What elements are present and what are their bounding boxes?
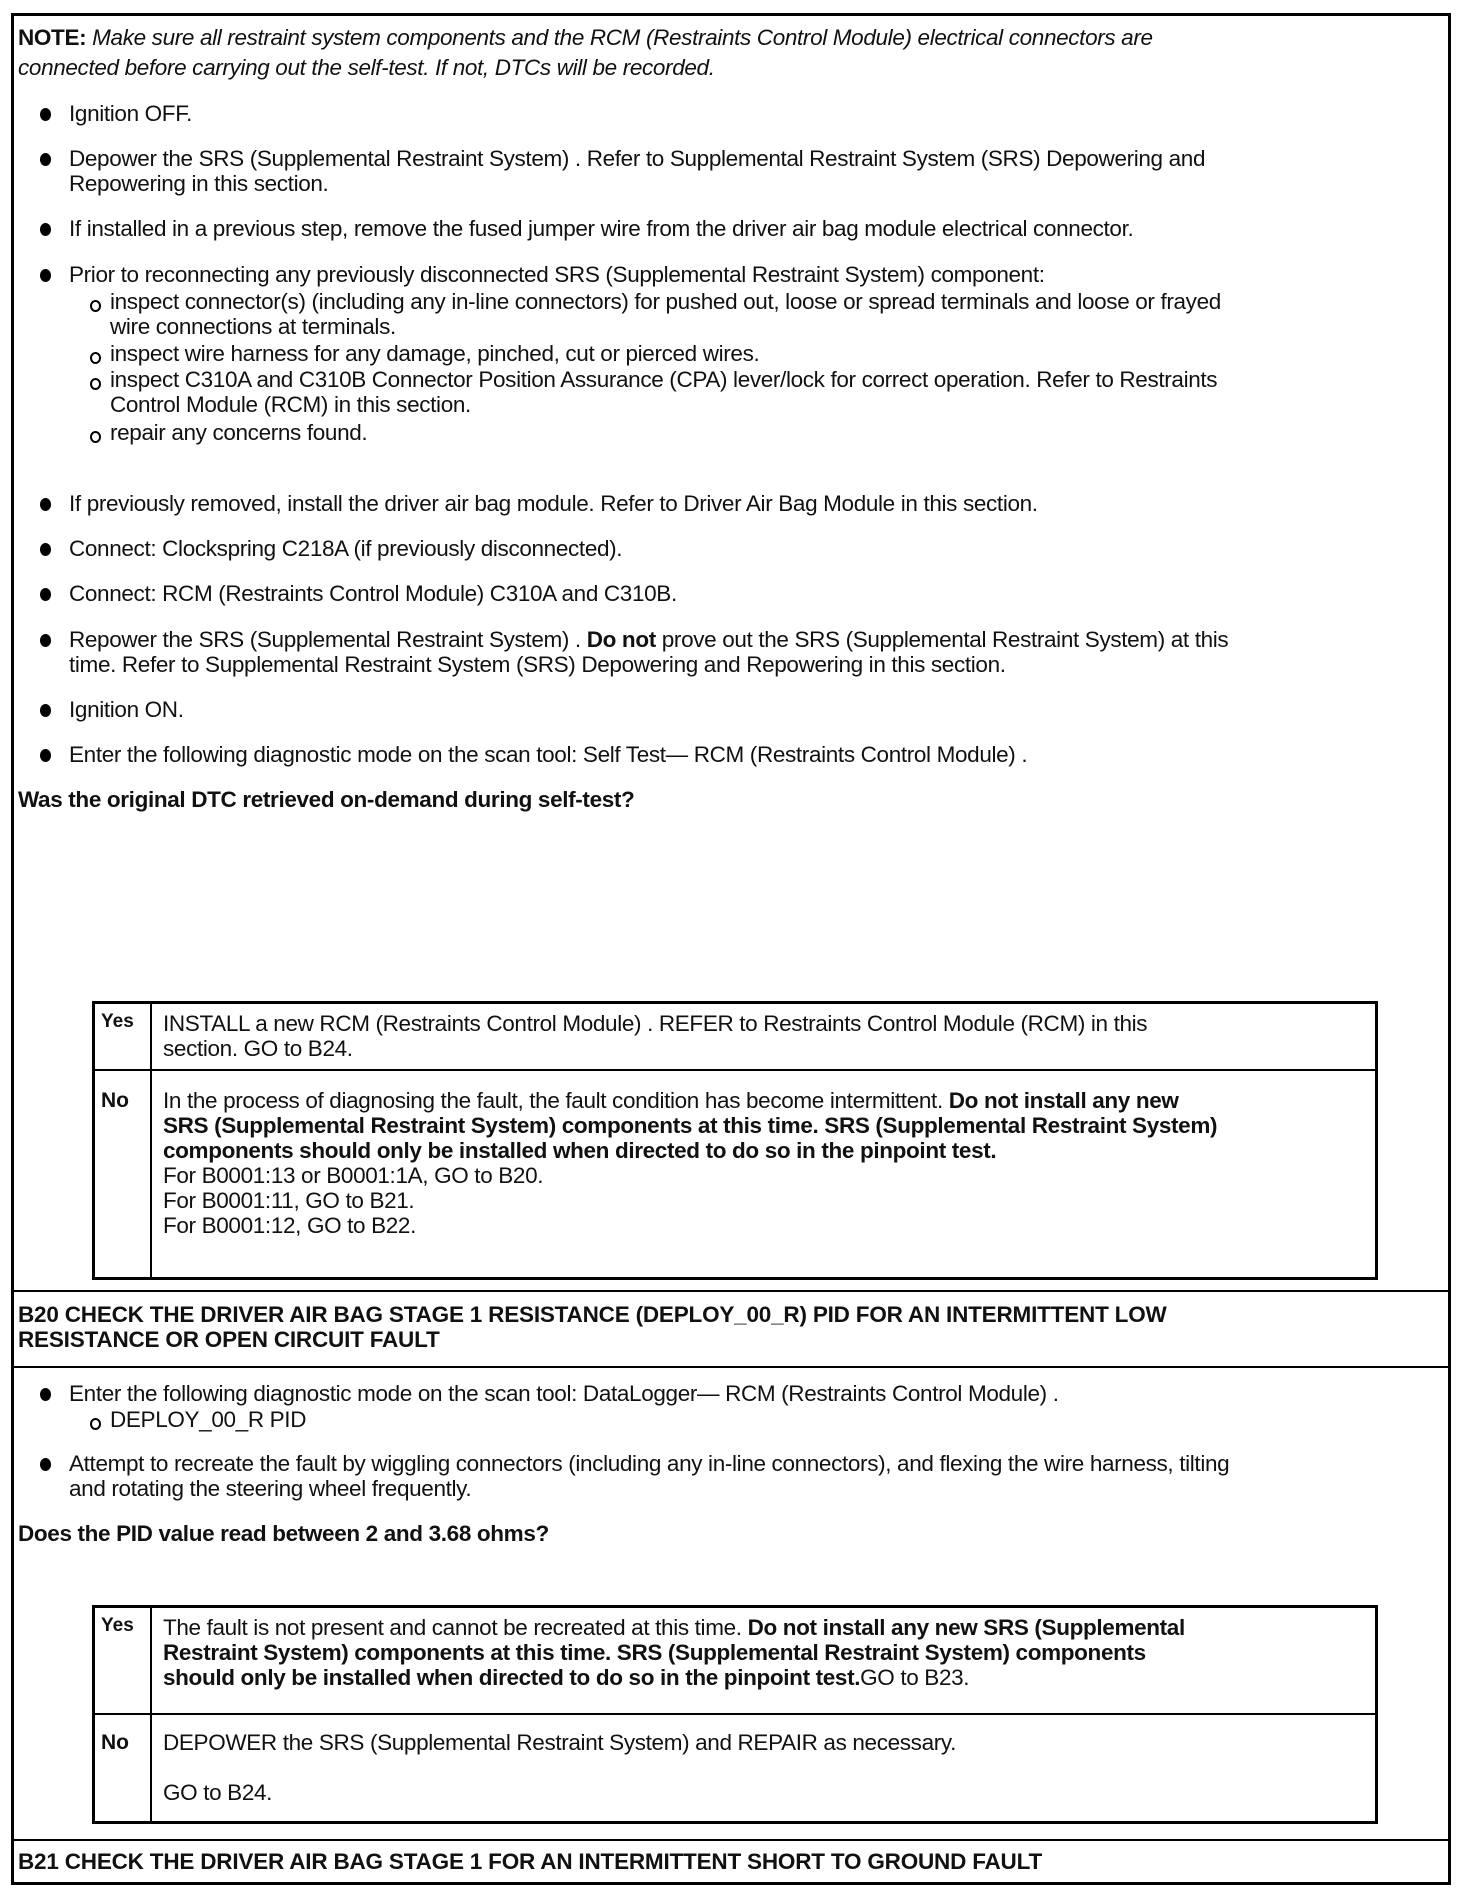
sub-bullet-icon <box>90 1418 101 1430</box>
result-table-pid <box>92 1605 1378 1824</box>
procedure-frame <box>11 13 1451 1885</box>
bullet-icon <box>40 543 51 556</box>
yes-action-warning-line2: Restraint System) components at this time. SRS (Supplemental Restraint System) components <box>163 1640 1146 1665</box>
substep-inspect-connectors-line2: wire connections at terminals. <box>110 314 396 339</box>
yes-label: Yes <box>101 1615 134 1636</box>
goto-b22-link[interactable]: For B0001:12, GO to B22. <box>163 1213 416 1238</box>
section-divider <box>14 1290 1448 1292</box>
yes-action-warning: Do not install any new SRS (Supplemental <box>747 1615 1185 1640</box>
substep-inspect-connectors-line1: inspect connector(s) (including any in-line connectors) for pushed out, loose or spread terminals and loose or frayed <box>110 289 1221 314</box>
no-action-warning-line2: SRS (Supplemental Restraint System) components at this time. SRS (Supplemental Restraint System) <box>163 1113 1218 1138</box>
b20-step-wiggle-line1: Attempt to recreate the fault by wiggling connectors (including any in-line connectors), and flexing the wire harness, tilting <box>69 1451 1230 1476</box>
substep-inspect-cpa-line1: inspect C310A and C310B Connector Position Assurance (CPA) lever/lock for correct operation. Refer to Restraints <box>110 367 1218 392</box>
b20-heading-line2: RESISTANCE OR OPEN CIRCUIT FAULT <box>18 1327 440 1352</box>
bullet-icon <box>40 153 51 166</box>
no-action-warning: Do not install any new <box>948 1088 1179 1113</box>
step-connect-clockspring: Connect: Clockspring C218A (if previously disconnected). <box>69 536 623 561</box>
yes-label: Yes <box>101 1011 134 1032</box>
bullet-icon <box>40 108 51 121</box>
bullet-icon <box>40 634 51 647</box>
step-self-test: Enter the following diagnostic mode on the scan tool: Self Test— RCM (Restraints Control Module) . <box>69 742 1028 767</box>
goto-b24-link[interactable]: GO to B24. <box>163 1780 273 1805</box>
goto-b23-link[interactable]: GO to B23. <box>860 1665 970 1690</box>
step-install-airbag: If previously removed, install the driver air bag module. Refer to Driver Air Bag Module in this section. <box>69 491 1038 516</box>
note-label: NOTE: <box>18 25 87 50</box>
substep-repair-concerns: repair any concerns found. <box>110 420 368 445</box>
question-dtc-retrieved: Was the original DTC retrieved on-demand during self-test? <box>18 787 635 812</box>
step-repower-text: Repower the SRS (Supplemental Restraint System) . <box>69 627 587 652</box>
yes-action-line1: INSTALL a new RCM (Restraints Control Module) . REFER to Restraints Control Module (RCM) in this <box>163 1011 1148 1036</box>
step-ignition-on: Ignition ON. <box>69 697 184 722</box>
b21-heading: B21 CHECK THE DRIVER AIR BAG STAGE 1 FOR AN INTERMITTENT SHORT TO GROUND FAULT <box>18 1849 1043 1874</box>
step-repower-line2: time. Refer to Supplemental Restraint System (SRS) Depowering and Repowering in this section. <box>69 652 1006 677</box>
bullet-icon <box>40 704 51 717</box>
sub-bullet-icon <box>90 378 101 390</box>
result-table-dtc <box>92 1001 1378 1280</box>
yes-action-warning-line3: should only be installed when directed to do so in the pinpoint test. <box>163 1665 861 1690</box>
step-ignition-off: Ignition OFF. <box>69 101 193 126</box>
yes-action-line3 <box>163 1663 969 1693</box>
section-divider <box>14 1839 1448 1841</box>
b20-substep-pid: DEPLOY_00_R PID <box>110 1407 307 1432</box>
sub-bullet-icon <box>90 431 101 443</box>
step-remove-jumper: If installed in a previous step, remove the fused jumper wire from the driver air bag module electrical connector. <box>69 216 1134 241</box>
note-text-line1: Make sure all restraint system components and the RCM (Restraints Control Module) electrical connectors are <box>86 25 1153 50</box>
sub-bullet-icon <box>90 300 101 312</box>
section-divider <box>14 1366 1448 1368</box>
goto-b20-link[interactable]: For B0001:13 or B0001:1A, GO to B20. <box>163 1163 544 1188</box>
substep-inspect-cpa-line2: Control Module (RCM) in this section. <box>110 392 471 417</box>
sub-bullet-icon <box>90 352 101 364</box>
substep-inspect-harness: inspect wire harness for any damage, pinched, cut or pierced wires. <box>110 341 760 366</box>
step-prior-reconnect: Prior to reconnecting any previously disconnected SRS (Supplemental Restraint System) component: <box>69 262 1045 287</box>
question-pid-value: Does the PID value read between 2 and 3.68 ohms? <box>18 1521 549 1546</box>
no-action-line1: DEPOWER the SRS (Supplemental Restraint System) and REPAIR as necessary. <box>163 1730 957 1755</box>
b20-step-wiggle-line2: and rotating the steering wheel frequently. <box>69 1476 472 1501</box>
no-label: No <box>101 1089 129 1112</box>
bullet-icon <box>40 498 51 511</box>
bullet-icon <box>40 588 51 601</box>
bullet-icon <box>40 223 51 236</box>
yes-action-line2: section. GO to B24. <box>163 1036 353 1061</box>
b20-heading-line1: B20 CHECK THE DRIVER AIR BAG STAGE 1 RESISTANCE (DEPLOY_00_R) PID FOR AN INTERMITTENT LOW <box>18 1302 1167 1327</box>
bullet-icon <box>40 1458 51 1471</box>
no-action-text: In the process of diagnosing the fault, the fault condition has become intermittent. <box>163 1088 949 1113</box>
step-depower-line2: Repowering in this section. <box>69 171 329 196</box>
yes-action-text: The fault is not present and cannot be recreated at this time. <box>163 1615 748 1640</box>
step-repower-warning: Do not <box>586 627 656 652</box>
step-depower-line1: Depower the SRS (Supplemental Restraint System) . Refer to Supplemental Restraint System (SRS) Depowering and <box>69 146 1206 171</box>
note-text-line2: connected before carrying out the self-test. If not, DTCs will be recorded. <box>18 55 715 80</box>
bullet-icon <box>40 749 51 762</box>
step-repower-text-cont: prove out the SRS (Supplemental Restraint System) at this <box>655 627 1229 652</box>
b20-step-datalogger: Enter the following diagnostic mode on the scan tool: DataLogger— RCM (Restraints Control Module) . <box>69 1381 1059 1406</box>
bullet-icon <box>40 1388 51 1401</box>
step-connect-rcm: Connect: RCM (Restraints Control Module) C310A and C310B. <box>69 581 677 606</box>
note <box>18 23 1153 53</box>
bullet-icon <box>40 269 51 282</box>
goto-b21-link[interactable]: For B0001:11, GO to B21. <box>163 1188 415 1213</box>
no-action-warning-line3: components should only be installed when directed to do so in the pinpoint test. <box>163 1138 997 1163</box>
no-label: No <box>101 1731 129 1754</box>
